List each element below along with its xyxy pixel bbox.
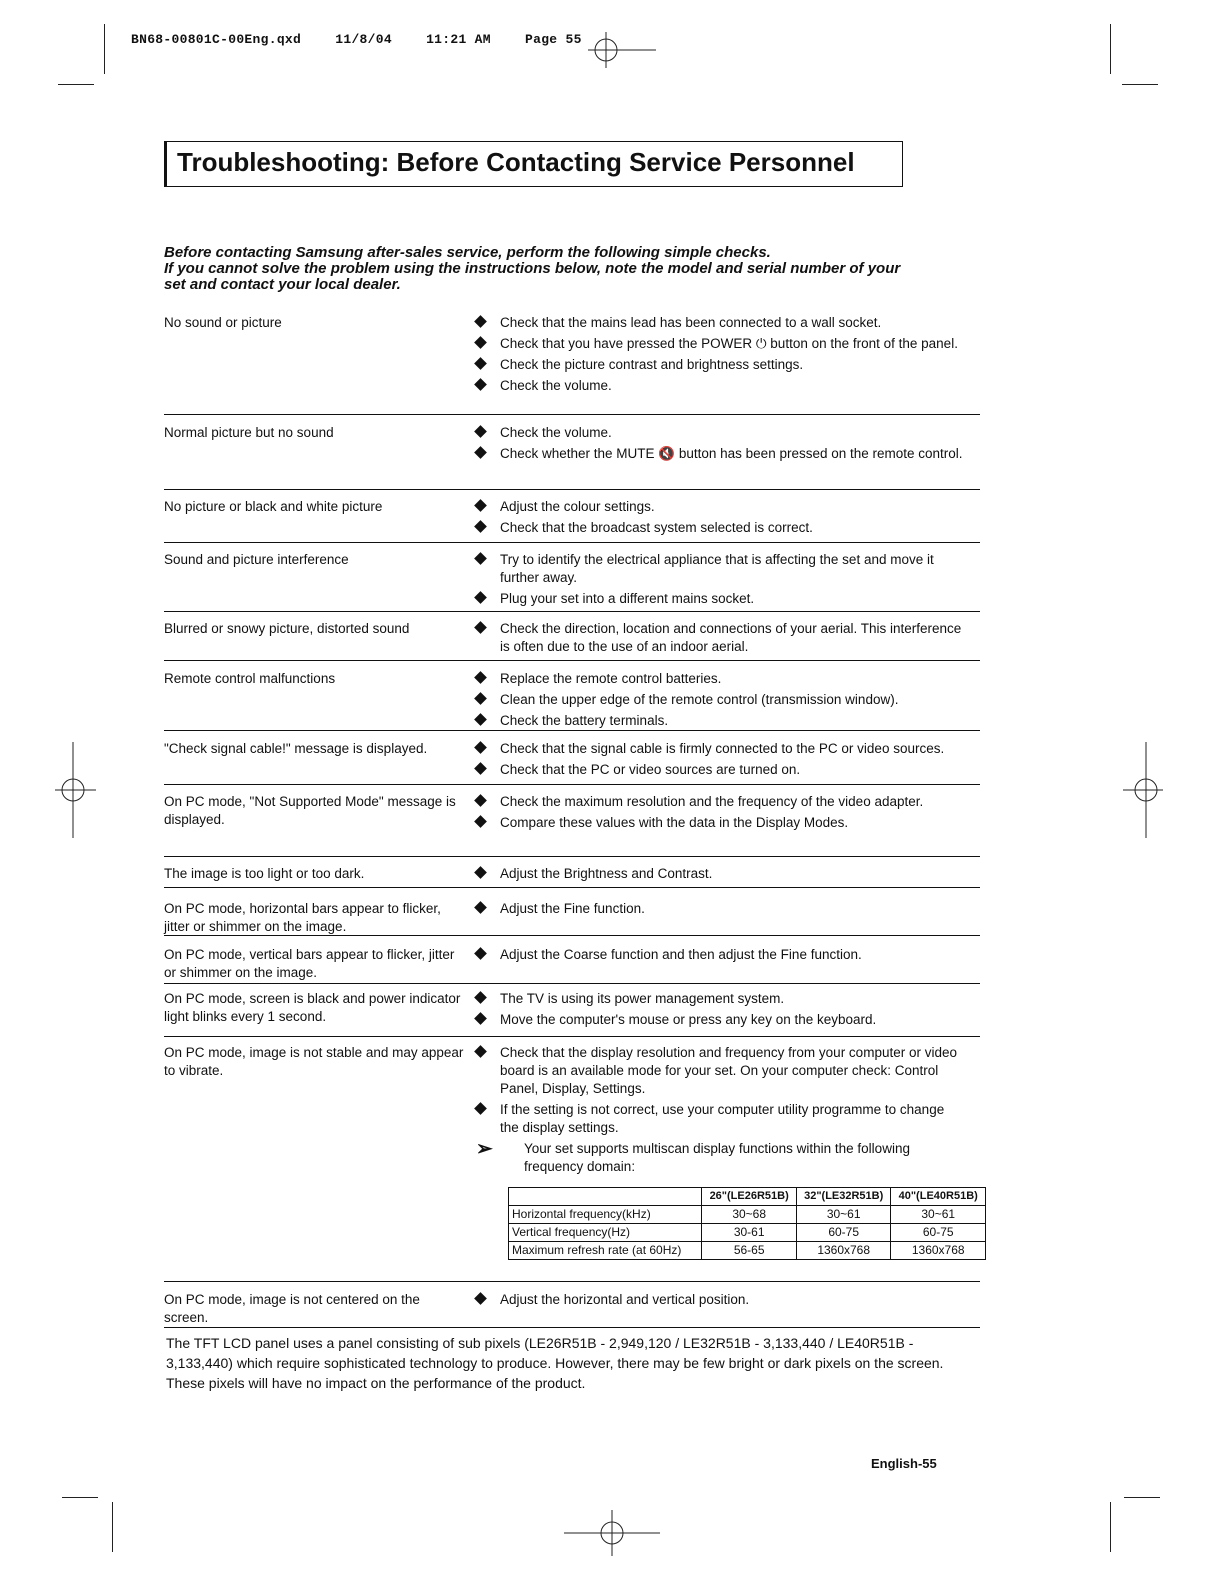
solution-item — [476, 424, 966, 442]
solution-item — [476, 1101, 966, 1137]
solution-item — [476, 314, 966, 332]
problem-text: Blurred or snowy picture, distorted sound — [164, 621, 410, 636]
solution-list — [476, 900, 966, 921]
solution-item — [476, 670, 966, 688]
solution-text: Adjust the colour settings. — [500, 499, 655, 514]
solution-list — [476, 670, 966, 733]
intro-text — [164, 245, 964, 293]
crop-mark — [1124, 1497, 1160, 1498]
intro-line: Before contacting Samsung after-sales service, perform the following simple checks. — [164, 244, 771, 261]
frequency-table-header — [509, 1188, 986, 1206]
file-date: 11/8/04 — [335, 32, 392, 47]
diamond-bullet-icon — [474, 713, 487, 726]
diamond-bullet-icon — [474, 692, 487, 705]
note-arrow-icon: ➢ — [476, 1138, 493, 1160]
table-cell: 56-65 — [702, 1242, 797, 1260]
solution-text: Check whether the MUTE 🔇 button has been pressed on the remote control. — [500, 446, 963, 461]
diamond-bullet-icon — [474, 378, 487, 391]
solution-item — [476, 620, 966, 656]
row-divider — [164, 1281, 980, 1282]
solution-text: Move the computer's mouse or press any key on the keyboard. — [500, 1012, 877, 1027]
table-row — [509, 1242, 986, 1260]
table-cell: 60-75 — [796, 1224, 891, 1242]
solution-text: Check that the display resolution and frequency from your computer or video board is an available mode for your set. On your computer check: Control Panel, Display, Settings. — [500, 1045, 957, 1096]
solution-text: Adjust the Coarse function and then adjust the Fine function. — [500, 947, 862, 962]
diamond-bullet-icon — [474, 866, 487, 879]
solution-list — [476, 990, 966, 1032]
table-row — [509, 1224, 986, 1242]
solution-item — [476, 865, 966, 883]
solution-text: Replace the remote control batteries. — [500, 671, 722, 686]
solution-list — [476, 551, 966, 611]
diamond-bullet-icon — [474, 591, 487, 604]
solution-list — [476, 314, 966, 398]
solution-item — [476, 356, 966, 374]
diamond-bullet-icon — [474, 357, 487, 370]
solution-item — [476, 445, 966, 463]
solution-list — [476, 1044, 966, 1176]
file-name: BN68-00801C-00Eng.qxd — [131, 32, 302, 47]
solution-text: Check the volume. — [500, 378, 612, 393]
intro-line: set and contact your local dealer. — [164, 276, 401, 293]
solution-text: Check that the PC or video sources are turned on. — [500, 762, 801, 777]
solution-text: Check that you have pressed the POWER ⏻ button on the front of the panel. — [500, 336, 958, 351]
diamond-bullet-icon — [474, 315, 487, 328]
table-cell: 30~68 — [702, 1206, 797, 1224]
file-slug — [131, 32, 608, 47]
solution-item — [476, 519, 966, 537]
solution-item — [476, 793, 966, 811]
crop-mark — [62, 1497, 98, 1498]
frequency-table — [508, 1187, 986, 1260]
solution-text: Check the maximum resolution and the frequency of the video adapter. — [500, 794, 924, 809]
solution-text: Check the volume. — [500, 425, 612, 440]
diamond-bullet-icon — [474, 499, 487, 512]
solution-text: Compare these values with the data in the Display Modes. — [500, 815, 849, 830]
solution-item — [476, 900, 966, 918]
row-divider — [164, 414, 980, 415]
solution-item — [476, 814, 966, 832]
diamond-bullet-icon — [474, 1045, 487, 1058]
solution-text: Try to identify the electrical appliance that is affecting the set and move it further away. — [500, 552, 934, 585]
table-cell: 30~61 — [796, 1206, 891, 1224]
diamond-bullet-icon — [474, 1102, 487, 1115]
row-label: Vertical frequency(Hz) — [509, 1224, 702, 1242]
row-divider — [164, 887, 980, 888]
diamond-bullet-icon — [474, 1292, 487, 1305]
crop-mark — [58, 84, 94, 85]
table-row — [509, 1206, 986, 1224]
solution-text: Check the direction, location and connections of your aerial. This interference is often due to the use of an indoor aerial. — [500, 621, 962, 654]
solution-text: Adjust the Fine function. — [500, 901, 645, 916]
diamond-bullet-icon — [474, 425, 487, 438]
solution-item — [476, 1291, 966, 1309]
diamond-bullet-icon — [474, 815, 487, 828]
crop-mark — [1110, 1502, 1111, 1552]
solution-list — [476, 1291, 966, 1312]
crop-mark — [1122, 84, 1158, 85]
row-label: Maximum refresh rate (at 60Hz) — [509, 1242, 702, 1260]
page-number: English-55 — [871, 1456, 937, 1471]
row-divider — [164, 542, 980, 543]
row-divider — [164, 660, 980, 661]
problem-text: On PC mode, image is not centered on the screen. — [164, 1292, 420, 1325]
solution-item — [476, 761, 966, 779]
solution-text: Adjust the Brightness and Contrast. — [500, 866, 713, 881]
problem-text: On PC mode, screen is black and power indicator light blinks every 1 second. — [164, 991, 461, 1024]
row-divider — [164, 1327, 980, 1328]
solution-text: Adjust the horizontal and vertical position. — [500, 1292, 750, 1307]
table-cell: 1360x768 — [891, 1242, 986, 1260]
diamond-bullet-icon — [474, 991, 487, 1004]
solution-item — [476, 990, 966, 1008]
solution-item — [476, 498, 966, 516]
row-divider — [164, 489, 980, 490]
diamond-bullet-icon — [474, 741, 487, 754]
solution-text: Clean the upper edge of the remote control (transmission window). — [500, 692, 899, 707]
page-title: Troubleshooting: Before Contacting Service Personnel — [177, 147, 855, 177]
diamond-bullet-icon — [474, 794, 487, 807]
diamond-bullet-icon — [474, 621, 487, 634]
problem-text: On PC mode, "Not Supported Mode" message is displayed. — [164, 794, 456, 827]
solution-text: Check that the signal cable is firmly connected to the PC or video sources. — [500, 741, 945, 756]
diamond-bullet-icon — [474, 762, 487, 775]
problem-text: Remote control malfunctions — [164, 671, 336, 686]
registration-mark-bottom — [564, 1510, 660, 1556]
row-divider — [164, 611, 980, 612]
note — [476, 1140, 966, 1176]
diamond-bullet-icon — [474, 901, 487, 914]
table-cell: 30~61 — [891, 1206, 986, 1224]
model-26-header: 26"(LE26R51B) — [702, 1188, 797, 1206]
solution-list — [476, 620, 966, 659]
solution-item — [476, 551, 966, 587]
note-text: Your set supports multiscan display functions within the following frequency domain: — [524, 1141, 910, 1174]
solution-list — [476, 740, 966, 782]
problem-text: "Check signal cable!" message is displayed. — [164, 741, 428, 756]
lcd-panel-footnote: The TFT LCD panel uses a panel consisting of sub pixels (LE26R51B - 2,949,120 / LE32R51B - 3,133,440 / LE40R51B - 3,133,440) which require sophisticated technology to produce. However, there may be few bright or dark pixels on the screen. These pixels will have no impact on the performance of the product. — [166, 1335, 944, 1391]
crop-mark — [1110, 24, 1111, 74]
frequency-table-corner — [509, 1188, 702, 1206]
problem-text: The image is too light or too dark. — [164, 866, 365, 881]
problem-text: On PC mode, vertical bars appear to flicker, jitter or shimmer on the image. — [164, 947, 455, 980]
solution-list — [476, 865, 966, 886]
diamond-bullet-icon — [474, 446, 487, 459]
table-cell: 60-75 — [891, 1224, 986, 1242]
row-divider — [164, 856, 980, 857]
intro-line: If you cannot solve the problem using the instructions below, note the model and serial number of your — [164, 260, 901, 277]
solution-text: Plug your set into a different mains socket. — [500, 591, 755, 606]
diamond-bullet-icon — [474, 1012, 487, 1025]
crop-mark — [112, 1502, 113, 1552]
solution-list — [476, 946, 966, 967]
solution-text: Check that the broadcast system selected is correct. — [500, 520, 813, 535]
solution-text: Check that the mains lead has been connected to a wall socket. — [500, 315, 882, 330]
row-divider — [164, 935, 980, 936]
row-label: Horizontal frequency(kHz) — [509, 1206, 702, 1224]
solution-item — [476, 740, 966, 758]
solution-list — [476, 793, 966, 835]
solution-text: Check the battery terminals. — [500, 713, 669, 728]
solution-item — [476, 335, 966, 353]
diamond-bullet-icon — [474, 336, 487, 349]
row-divider — [164, 730, 980, 731]
solution-text: The TV is using its power management system. — [500, 991, 785, 1006]
solution-item — [476, 712, 966, 730]
row-divider — [164, 784, 980, 785]
solution-item — [476, 590, 966, 608]
problem-text: No picture or black and white picture — [164, 499, 383, 514]
row-divider — [164, 983, 980, 984]
page-title-box — [164, 141, 903, 187]
model-32-header: 32"(LE32R51B) — [796, 1188, 891, 1206]
solution-list — [476, 498, 966, 540]
solution-text: If the setting is not correct, use your computer utility programme to change the display settings. — [500, 1102, 945, 1135]
crop-mark — [104, 24, 105, 74]
solution-item — [476, 946, 966, 964]
diamond-bullet-icon — [474, 671, 487, 684]
file-time: 11:21 AM — [426, 32, 491, 47]
solution-item — [476, 1011, 966, 1029]
problem-text: On PC mode, horizontal bars appear to flicker, jitter or shimmer on the image. — [164, 901, 441, 934]
diamond-bullet-icon — [474, 947, 487, 960]
problem-text: Normal picture but no sound — [164, 425, 334, 440]
diamond-bullet-icon — [474, 552, 487, 565]
solution-text: Check the picture contrast and brightness settings. — [500, 357, 804, 372]
registration-mark-right — [1123, 742, 1169, 838]
model-40-header: 40"(LE40R51B) — [891, 1188, 986, 1206]
solution-item — [476, 1044, 966, 1098]
row-divider — [164, 1036, 980, 1037]
registration-mark-left — [50, 742, 96, 838]
diamond-bullet-icon — [474, 520, 487, 533]
file-page: Page 55 — [525, 32, 582, 47]
problem-text: Sound and picture interference — [164, 552, 349, 567]
table-cell: 1360x768 — [796, 1242, 891, 1260]
solution-item — [476, 691, 966, 709]
problem-text: No sound or picture — [164, 315, 282, 330]
solution-list — [476, 424, 966, 466]
solution-item — [476, 377, 966, 395]
problem-text: On PC mode, image is not stable and may appear to vibrate. — [164, 1045, 464, 1078]
table-cell: 30-61 — [702, 1224, 797, 1242]
